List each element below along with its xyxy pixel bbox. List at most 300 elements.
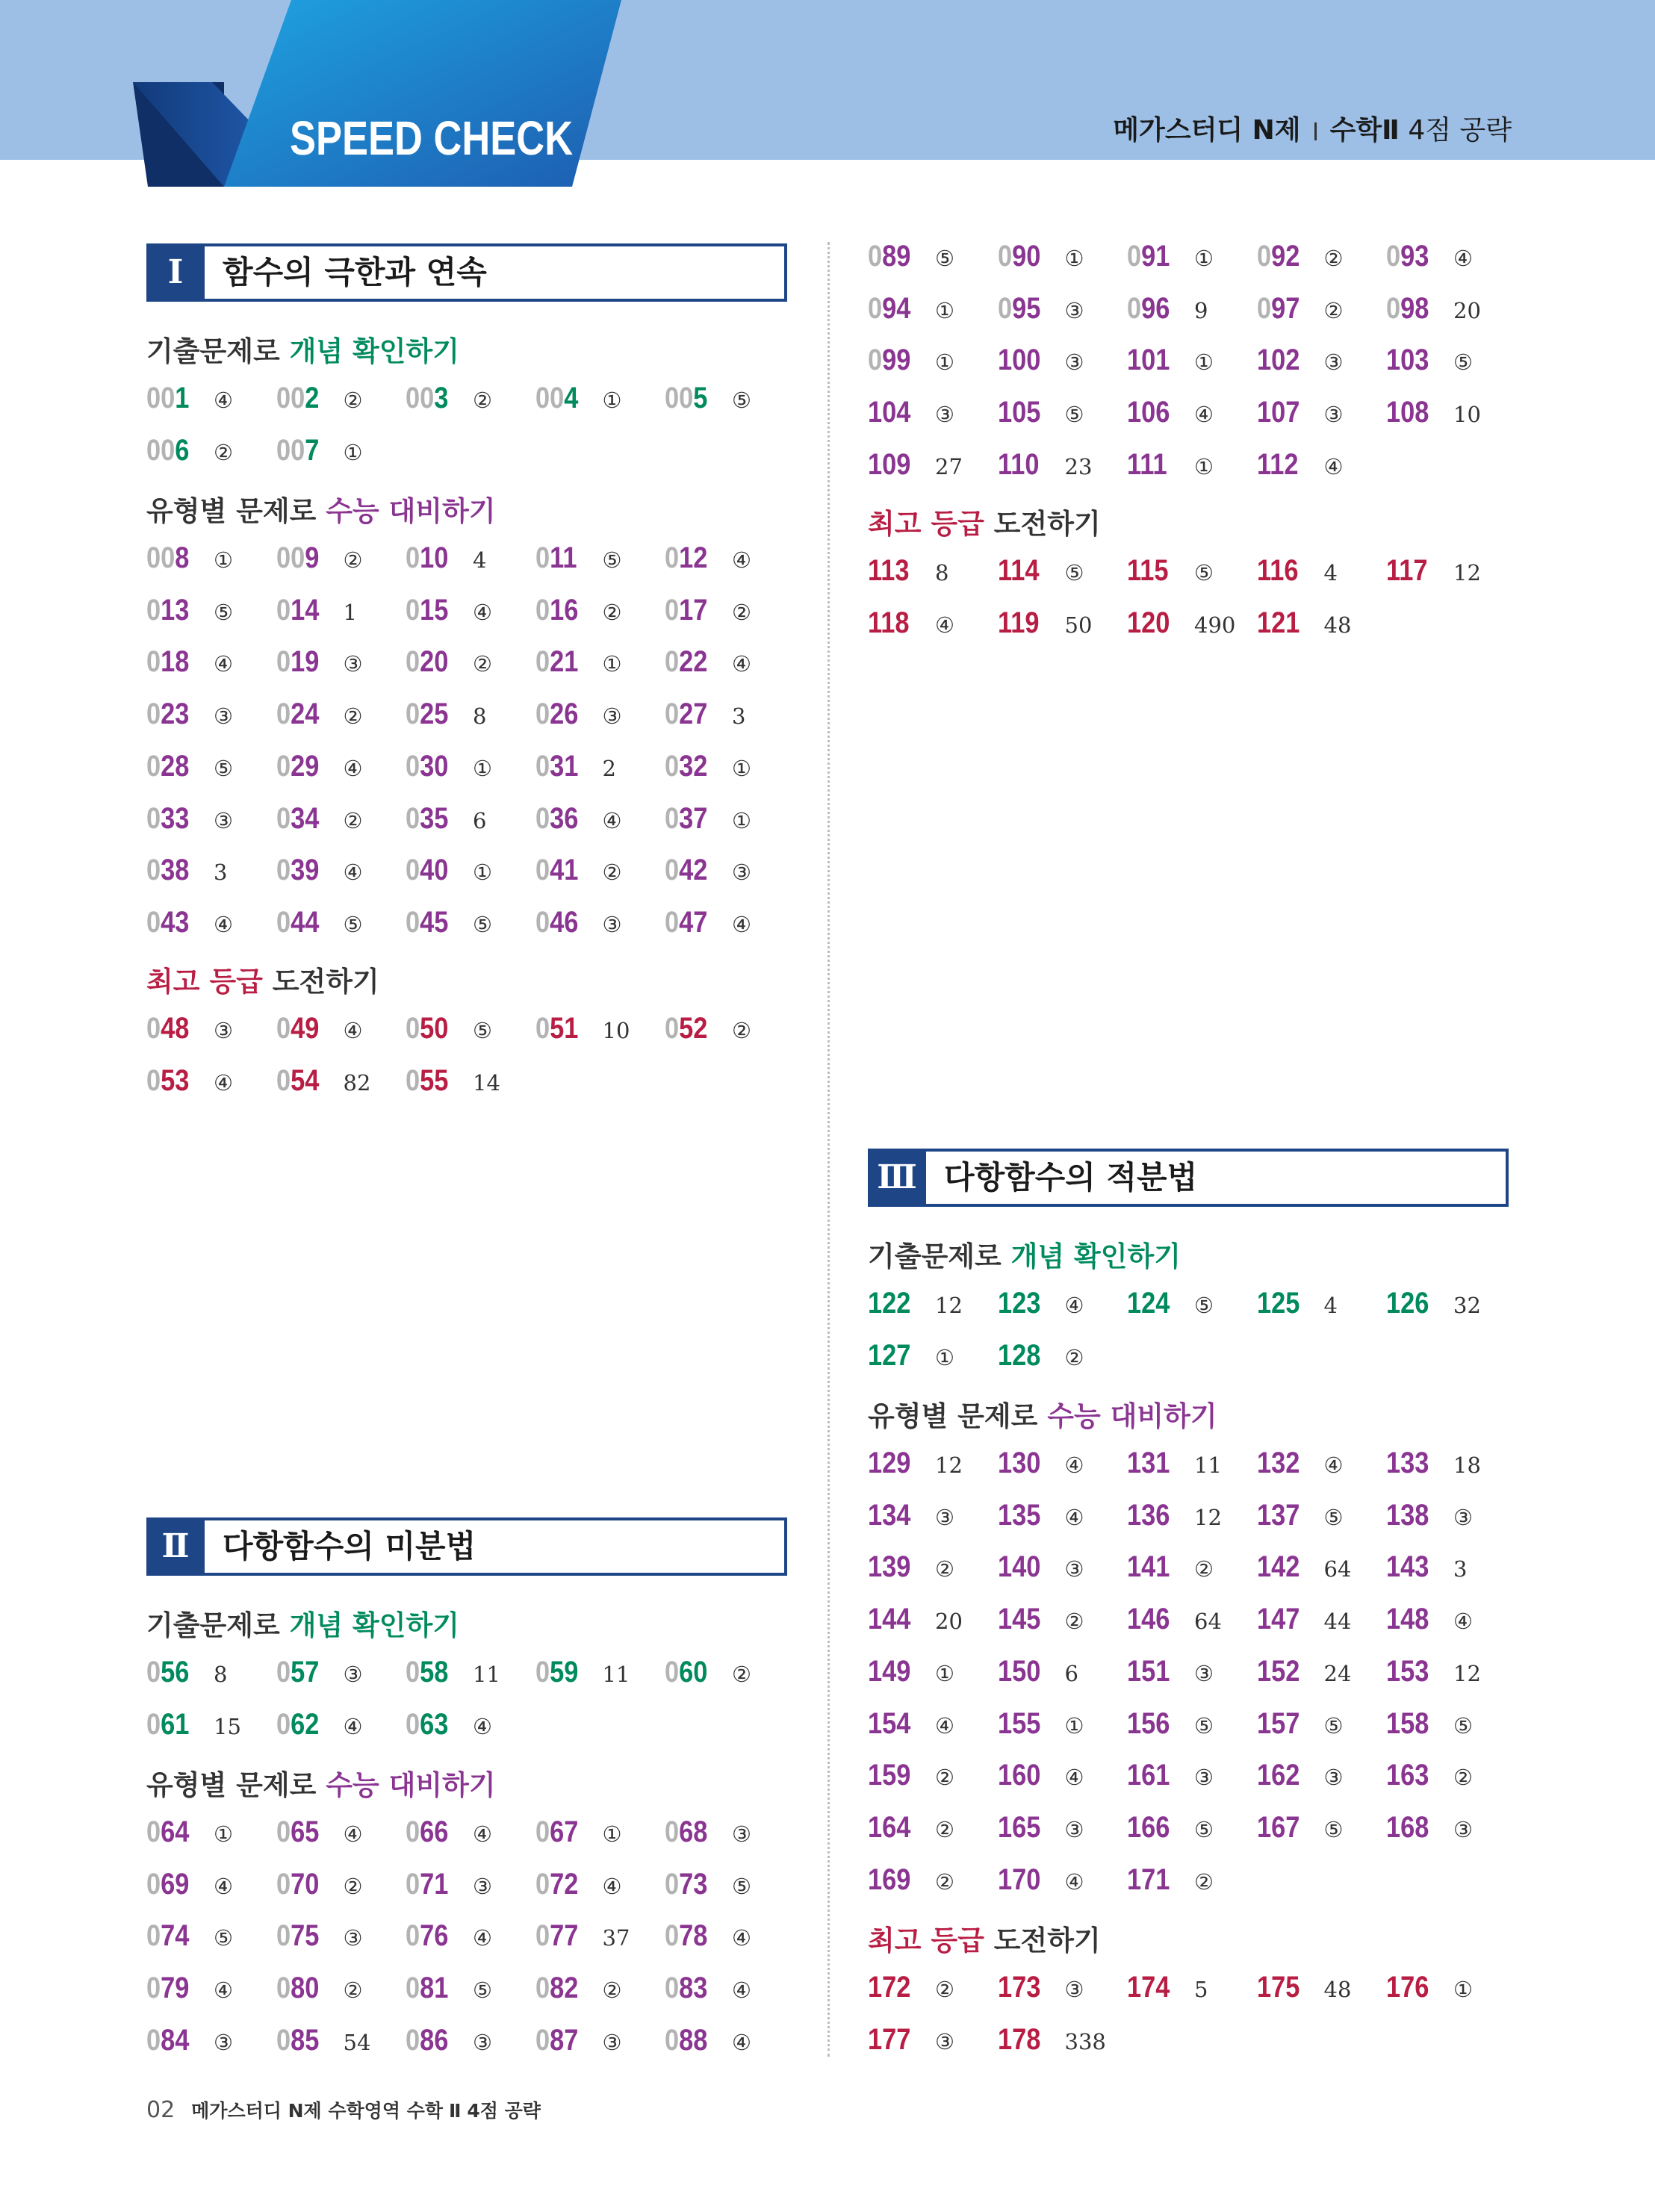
answer-value: ②	[473, 388, 492, 413]
number-leading-zeros: 0	[1127, 291, 1142, 325]
answer-value: ③	[1323, 402, 1344, 428]
answer-value: ①	[214, 547, 233, 573]
question-number	[1386, 1805, 1444, 1850]
answer-item	[146, 1966, 233, 2010]
answer-value: 4	[1323, 560, 1338, 585]
number-digits: 157	[1256, 1706, 1300, 1740]
answer-item	[276, 1006, 363, 1051]
answer-item	[406, 796, 486, 841]
number-digits: 126	[1386, 1287, 1429, 1320]
answer-value: ②	[602, 860, 622, 886]
answer-value: ①	[214, 1821, 233, 1847]
number-digits: 172	[868, 1971, 911, 2004]
subhead-text: 기출문제로	[868, 1240, 1011, 1273]
number-digits: 15	[420, 593, 449, 627]
subhead-accent: 확인하기	[352, 335, 459, 367]
number-digits: 141	[1127, 1550, 1170, 1584]
answer-item	[1127, 234, 1214, 279]
question-number	[1127, 390, 1184, 435]
question-number	[535, 376, 593, 420]
question-number	[276, 1809, 334, 1854]
answer-item	[535, 1862, 622, 1907]
question-number	[1386, 548, 1444, 593]
subhead-accent: 최고 등급	[146, 966, 263, 998]
answer-item	[665, 535, 751, 580]
question-number	[406, 692, 463, 736]
number-digits: 137	[1256, 1498, 1300, 1532]
answer-item	[665, 1862, 751, 1907]
question-number	[146, 376, 204, 420]
number-digits: 31	[549, 749, 578, 783]
number-leading-zeros: 0	[665, 801, 680, 835]
number-digits: 144	[868, 1603, 911, 1636]
answer-value: ④	[1453, 1609, 1473, 1635]
number-digits: 83	[679, 1972, 708, 2005]
answer-item	[535, 535, 622, 580]
answer-item	[1386, 390, 1481, 435]
question-number	[1257, 234, 1314, 279]
page-title: SPEED CHECK	[290, 111, 574, 165]
answer-value: ③	[1323, 349, 1344, 376]
answer-value: ①	[473, 755, 492, 781]
answer-value: ④	[214, 1873, 233, 1899]
question-number	[1386, 1441, 1444, 1485]
number-leading-zeros: 0	[276, 1707, 291, 1741]
number-digits: 41	[549, 854, 578, 887]
number-leading-zeros: 0	[406, 1063, 420, 1097]
number-leading-zeros: 0	[276, 1972, 291, 2005]
number-leading-zeros: 0	[406, 1972, 420, 2005]
number-digits: 9	[304, 541, 319, 574]
number-leading-zeros: 0	[146, 1867, 161, 1901]
number-leading-zeros: 0	[146, 593, 161, 627]
number-digits: 47	[679, 905, 708, 939]
number-digits: 76	[420, 1919, 449, 1953]
column-divider	[828, 242, 830, 2057]
answer-value: ⑤	[1194, 1712, 1214, 1739]
answer-value: 12	[935, 1453, 963, 1478]
answer-value: ⑤	[214, 755, 233, 781]
number-leading-zeros: 0	[665, 593, 680, 627]
answer-value: ④	[214, 388, 233, 413]
number-digits: 78	[679, 1919, 708, 1953]
answer-value: ②	[343, 1873, 363, 1899]
number-digits: 34	[290, 801, 319, 835]
answer-value: ④	[732, 1925, 751, 1951]
answer-item	[406, 692, 486, 736]
number-digits: 35	[420, 801, 449, 835]
number-leading-zeros: 0	[535, 905, 550, 939]
question-number	[406, 900, 463, 945]
number-digits: 166	[1127, 1810, 1170, 1844]
number-digits: 136	[1127, 1498, 1170, 1532]
answer-item	[665, 744, 751, 789]
subhead-top	[868, 1922, 1101, 1960]
answer-item	[535, 1809, 622, 1854]
number-digits: 1	[175, 382, 190, 414]
answer-value: 15	[214, 1713, 241, 1739]
answer-value: ②	[602, 1978, 622, 2004]
number-digits: 175	[1256, 1971, 1300, 2004]
answer-item	[1386, 1441, 1481, 1485]
number-digits: 21	[549, 645, 578, 679]
answer-item	[535, 2018, 622, 2063]
answer-item	[665, 639, 751, 684]
answer-value: ②	[935, 1556, 954, 1582]
answer-value: ⑤	[1323, 1504, 1344, 1530]
number-digits: 177	[868, 2022, 911, 2056]
question-number	[998, 286, 1055, 331]
answer-value: 64	[1194, 1609, 1222, 1635]
question-number	[998, 1333, 1055, 1378]
answer-item	[1386, 1965, 1473, 2010]
answer-item	[406, 1862, 492, 1907]
answer-value: ③	[935, 1504, 954, 1530]
answer-item	[276, 535, 363, 580]
question-number	[1386, 1701, 1444, 1746]
answer-value: ②	[343, 1978, 363, 2004]
number-digits: 153	[1386, 1654, 1429, 1688]
answer-value: ③	[935, 402, 954, 428]
subhead-concept	[146, 333, 459, 370]
answer-value: ①	[935, 1660, 954, 1686]
answer-value: ②	[1064, 1609, 1084, 1635]
question-number	[535, 1006, 593, 1051]
number-leading-zeros: 0	[146, 801, 161, 835]
question-number	[1257, 390, 1314, 435]
answer-item	[276, 639, 363, 684]
answer-item	[406, 1058, 500, 1103]
question-number	[868, 1753, 925, 1798]
number-leading-zeros: 0	[146, 698, 161, 731]
number-digits: 117	[1386, 554, 1428, 587]
number-digits: 112	[1256, 447, 1298, 481]
number-digits: 64	[161, 1815, 190, 1848]
answer-value: 12	[935, 1293, 963, 1318]
number-digits: 87	[549, 2023, 578, 2057]
question-number	[146, 1702, 204, 1747]
question-number	[1127, 1649, 1184, 1694]
question-number	[535, 848, 593, 892]
answer-item	[868, 1701, 954, 1746]
subhead-accent: 최고 등급	[868, 1924, 984, 1957]
answer-value: ②	[1323, 297, 1344, 323]
answer-value: 3	[214, 860, 228, 886]
question-number	[868, 234, 925, 279]
number-digits: 72	[549, 1867, 578, 1901]
answer-value: 11	[473, 1662, 500, 1687]
answer-item	[535, 376, 622, 420]
question-number	[406, 1809, 463, 1854]
answer-value: 1	[343, 599, 357, 625]
answer-item	[1257, 1965, 1352, 2010]
question-number	[665, 2018, 722, 2063]
answer-item	[276, 692, 363, 736]
number-digits: 131	[1127, 1447, 1170, 1479]
answer-value: ①	[1064, 1712, 1084, 1739]
answer-value: ②	[1453, 1765, 1473, 1791]
number-digits: 65	[290, 1815, 319, 1848]
answer-item	[1127, 1441, 1222, 1485]
answer-item	[535, 1006, 630, 1051]
number-digits: 93	[1400, 240, 1429, 273]
answer-value: 20	[935, 1609, 963, 1635]
number-digits: 68	[679, 1815, 708, 1848]
number-leading-zeros: 0	[665, 1972, 680, 2005]
answer-item	[276, 796, 363, 841]
number-leading-zeros: 0	[868, 344, 883, 377]
answer-value: ④	[732, 2029, 751, 2055]
question-number	[998, 1701, 1055, 1746]
answer-value: ②	[1064, 1344, 1084, 1370]
question-number	[998, 390, 1055, 435]
subhead-accent: 수능	[1047, 1400, 1101, 1432]
number-digits: 61	[161, 1707, 190, 1741]
question-number	[665, 1809, 722, 1854]
answer-value: ⑤	[1453, 349, 1473, 376]
question-number	[535, 1650, 593, 1694]
answer-value: ①	[732, 755, 751, 781]
answer-item	[1127, 600, 1235, 645]
answer-value: ③	[214, 807, 233, 833]
answer-value: ①	[1194, 349, 1214, 376]
number-leading-zeros: 0	[868, 240, 883, 273]
answer-value: ④	[343, 860, 363, 886]
answer-item	[1127, 1753, 1214, 1798]
subhead-text: 유형별 문제로	[146, 1769, 326, 1801]
question-number	[146, 588, 204, 633]
number-leading-zeros: 00	[535, 382, 564, 414]
answer-item	[276, 1702, 363, 1747]
number-digits: 155	[997, 1706, 1040, 1740]
chapter-1-header	[146, 243, 787, 302]
answer-value: ③	[1194, 1660, 1214, 1686]
question-number	[665, 1862, 722, 1907]
answer-item	[406, 1913, 492, 1958]
number-leading-zeros: 0	[406, 1656, 420, 1688]
answer-value: ④	[602, 807, 622, 833]
question-number	[1127, 1493, 1184, 1538]
answer-value: ③	[214, 2029, 233, 2055]
answer-item	[406, 848, 492, 892]
question-number	[665, 535, 722, 580]
answer-value: 10	[1453, 402, 1481, 428]
answer-item	[146, 796, 233, 841]
subhead-accent: 개념	[289, 335, 344, 367]
number-leading-zeros: 0	[535, 698, 550, 731]
answer-item	[1386, 548, 1481, 593]
answer-item	[1257, 338, 1344, 382]
answer-item	[868, 1597, 963, 1641]
number-digits: 164	[868, 1810, 911, 1844]
number-digits: 133	[1386, 1447, 1429, 1479]
question-number	[535, 796, 593, 841]
question-number	[868, 1649, 925, 1694]
answer-value: 24	[1323, 1660, 1352, 1686]
number-leading-zeros: 0	[146, 1656, 161, 1688]
number-digits: 121	[1256, 606, 1300, 639]
answer-value: 10	[602, 1018, 630, 1043]
number-leading-zeros: 0	[146, 1012, 161, 1045]
chapter-numeral: Ⅰ	[146, 243, 205, 302]
question-number	[1257, 338, 1314, 382]
answer-item	[998, 1649, 1078, 1694]
answer-item	[1257, 1597, 1352, 1641]
number-digits: 11	[549, 541, 577, 574]
number-digits: 81	[420, 1972, 449, 2005]
number-digits: 85	[290, 2023, 319, 2057]
question-number	[868, 1597, 925, 1641]
number-digits: 178	[997, 2022, 1040, 2056]
answer-value: ④	[1064, 1293, 1084, 1318]
book-suffix: 4점 공략	[1408, 115, 1512, 146]
number-digits: 152	[1256, 1654, 1300, 1688]
answer-item	[535, 639, 622, 684]
number-digits: 106	[1127, 396, 1170, 429]
answer-value: 37	[602, 1925, 630, 1951]
number-leading-zeros: 0	[535, 1919, 550, 1953]
number-digits: 110	[997, 447, 1039, 481]
question-number	[1127, 234, 1184, 279]
question-number	[1127, 1441, 1184, 1485]
number-digits: 14	[290, 593, 319, 627]
number-digits: 25	[420, 698, 449, 731]
number-digits: 146	[1127, 1603, 1170, 1636]
number-digits: 123	[997, 1287, 1040, 1320]
answer-value: ④	[1064, 1453, 1084, 1478]
question-number	[868, 390, 925, 435]
chapter-title: 함수의 극한과 연속	[223, 254, 487, 291]
number-digits: 150	[997, 1654, 1040, 1688]
answer-item	[146, 1809, 233, 1854]
answer-item	[998, 1493, 1084, 1538]
number-digits: 103	[1386, 344, 1429, 377]
subhead-space	[343, 1609, 353, 1641]
number-digits: 17	[679, 593, 708, 627]
answer-value: 6	[1064, 1660, 1078, 1686]
question-number	[146, 1006, 204, 1051]
number-leading-zeros: 0	[406, 698, 420, 731]
answer-value: ④	[214, 911, 233, 937]
chapter-2-header	[146, 1517, 787, 1576]
answer-item	[868, 1649, 954, 1694]
question-number	[146, 1966, 204, 2010]
answer-item	[146, 1650, 227, 1694]
number-digits: 96	[1141, 291, 1170, 325]
answer-value: 23	[1064, 453, 1093, 479]
number-digits: 138	[1386, 1498, 1429, 1532]
number-digits: 147	[1256, 1603, 1300, 1636]
subhead-type	[868, 1398, 1217, 1435]
question-number	[276, 744, 334, 789]
answer-item	[998, 600, 1093, 645]
answer-item	[665, 1913, 751, 1958]
answer-item	[998, 390, 1084, 435]
number-digits: 168	[1386, 1810, 1429, 1844]
number-digits: 51	[549, 1012, 578, 1045]
subhead-space	[379, 1769, 389, 1801]
number-leading-zeros: 0	[406, 1815, 420, 1848]
number-leading-zeros: 0	[146, 1972, 161, 2005]
answer-value: ①	[343, 439, 363, 465]
answer-value: ③	[732, 1821, 751, 1847]
number-digits: 89	[882, 240, 911, 273]
answer-value: ③	[1323, 1765, 1344, 1791]
answer-value: ⑤	[602, 547, 622, 573]
answer-item	[998, 2017, 1106, 2062]
question-number	[146, 796, 204, 841]
question-number	[535, 1913, 593, 1958]
number-digits: 163	[1386, 1759, 1429, 1792]
answer-item	[276, 588, 357, 633]
answer-value: 3	[732, 703, 746, 730]
answer-item	[146, 428, 233, 473]
answer-value: 490	[1194, 612, 1236, 638]
answer-value: 8	[214, 1662, 228, 1687]
number-digits: 113	[868, 554, 910, 587]
number-digits: 105	[997, 396, 1040, 429]
number-digits: 108	[1386, 396, 1429, 429]
answer-item	[406, 1650, 500, 1694]
answer-item	[1127, 1701, 1214, 1746]
number-leading-zeros: 0	[1256, 240, 1271, 273]
question-number	[868, 1544, 925, 1589]
question-number	[1127, 1753, 1184, 1798]
subhead-text: 도전하기	[262, 966, 379, 998]
number-digits: 6	[175, 433, 190, 467]
chapter-numeral: Ⅲ	[868, 1149, 926, 1207]
number-digits: 115	[1127, 554, 1169, 587]
answer-value: ①	[1194, 453, 1214, 479]
question-number	[276, 1862, 334, 1907]
answer-item	[535, 744, 616, 789]
answer-value: ③	[214, 1018, 233, 1043]
answer-item	[1127, 286, 1208, 331]
answer-item	[535, 796, 622, 841]
chapter-title: 다항함수의 미분법	[223, 1528, 476, 1565]
answer-value: ④	[214, 1069, 233, 1096]
number-leading-zeros: 0	[276, 854, 291, 887]
answer-value: ④	[732, 651, 751, 677]
number-leading-zeros: 0	[276, 1815, 291, 1848]
number-digits: 170	[997, 1863, 1040, 1896]
answer-value: ④	[473, 1821, 492, 1847]
number-leading-zeros: 0	[665, 1919, 680, 1953]
answer-item	[998, 1753, 1084, 1798]
question-number	[146, 900, 204, 945]
number-leading-zeros: 0	[665, 905, 680, 939]
answer-value: ③	[602, 2029, 622, 2055]
question-number	[998, 1597, 1055, 1641]
answer-value: 44	[1323, 1609, 1352, 1635]
question-number	[998, 338, 1055, 382]
number-leading-zeros: 0	[1127, 240, 1142, 273]
answer-item	[998, 442, 1093, 487]
answer-item	[406, 639, 492, 684]
number-digits: 161	[1127, 1759, 1170, 1792]
answer-value: 48	[1323, 1977, 1352, 2002]
number-digits: 24	[290, 698, 319, 731]
answer-item	[868, 1805, 954, 1850]
answer-value: ②	[732, 1662, 751, 1687]
subhead-type	[146, 493, 496, 530]
question-number	[1127, 1965, 1184, 2010]
answer-item	[406, 744, 492, 789]
answer-item	[998, 548, 1084, 593]
answer-item	[276, 1809, 363, 1854]
answer-item	[998, 1441, 1084, 1485]
number-digits: 142	[1256, 1550, 1300, 1584]
